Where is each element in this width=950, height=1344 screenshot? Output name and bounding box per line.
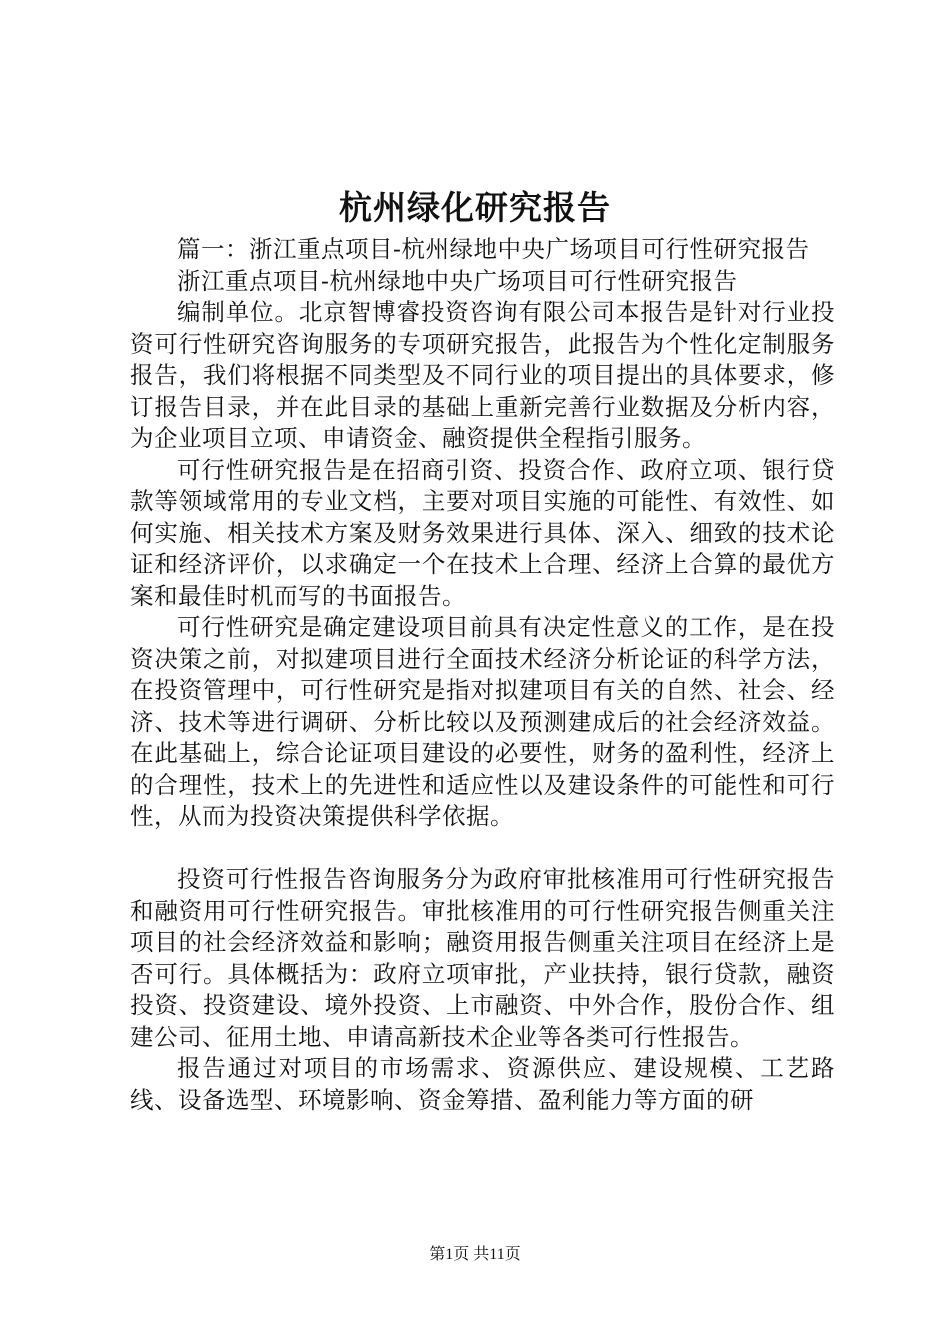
paragraph: 报告通过对项目的市场需求、资源供应、建设规模、工艺路线、设备选型、环境影响、资金筹措、盈利能力等方面的研 <box>130 1054 835 1114</box>
document-title: 杭州绿化研究报告 <box>339 188 611 227</box>
paragraph: 可行性研究是确定建设项目前具有决定性意义的工作，是在投资决策之前，对拟建项目进行全面技术经济分析论证的科学方法，在投资管理中，可行性研究是指对拟建项目有关的自然、社会、经济、技术等进行调研、分析比较以及预测建成后的社会经济效益。在此基础上，综合论证项目建设的必要性，财务的盈利性，经济上的合理性，技术上的先进性和适应性以及建设条件的可能性和可行性，从而为投资决策提供科学依据。 <box>130 613 835 830</box>
paragraph-subtitle: 浙江重点项目-杭州绿地中央广场项目可行性研究报告 <box>177 266 738 295</box>
page-footer: 第1页 共11页 <box>429 1246 521 1263</box>
document-body <box>130 234 835 1116</box>
paragraph-heading: 篇一：浙江重点项目-杭州绿地中央广场项目可行性研究报告 <box>177 235 810 263</box>
paragraph: 可行性研究报告是在招商引资、投资合作、政府立项、银行贷款等领域常用的专业文档，主要对项目实施的可能性、有效性、如何实施、相关技术方案及财务效果进行具体、深入、细致的技术论证和经济评价，以求确定一个在技术上合理、经济上合算的最优方案和最佳时机而写的书面报告。 <box>130 455 835 610</box>
paragraph: 编制单位。北京智博睿投资咨询有限公司本报告是针对行业投资可行性研究咨询服务的专项研究报告，此报告为个性化定制服务报告，我们将根据不同类型及不同行业的项目提出的具体要求，修订报告目录，并在此目录的基础上重新完善行业数据及分析内容，为企业项目立项、申请资金、融资提供全程指引服务。 <box>130 298 835 452</box>
blank-line <box>130 833 835 865</box>
paragraph: 投资可行性报告咨询服务分为政府审批核准用可行性研究报告和融资用可行性研究报告。审批核准用的可行性研究报告侧重关注项目的社会经济效益和影响；融资用报告侧重关注项目在经济上是否可行。具体概括为：政府立项审批，产业扶持，银行贷款，融资投资、投资建设、境外投资、上市融资、中外合作，股份合作、组建公司、征用土地、申请高新技术企业等各类可行性报告。 <box>130 865 835 1051</box>
